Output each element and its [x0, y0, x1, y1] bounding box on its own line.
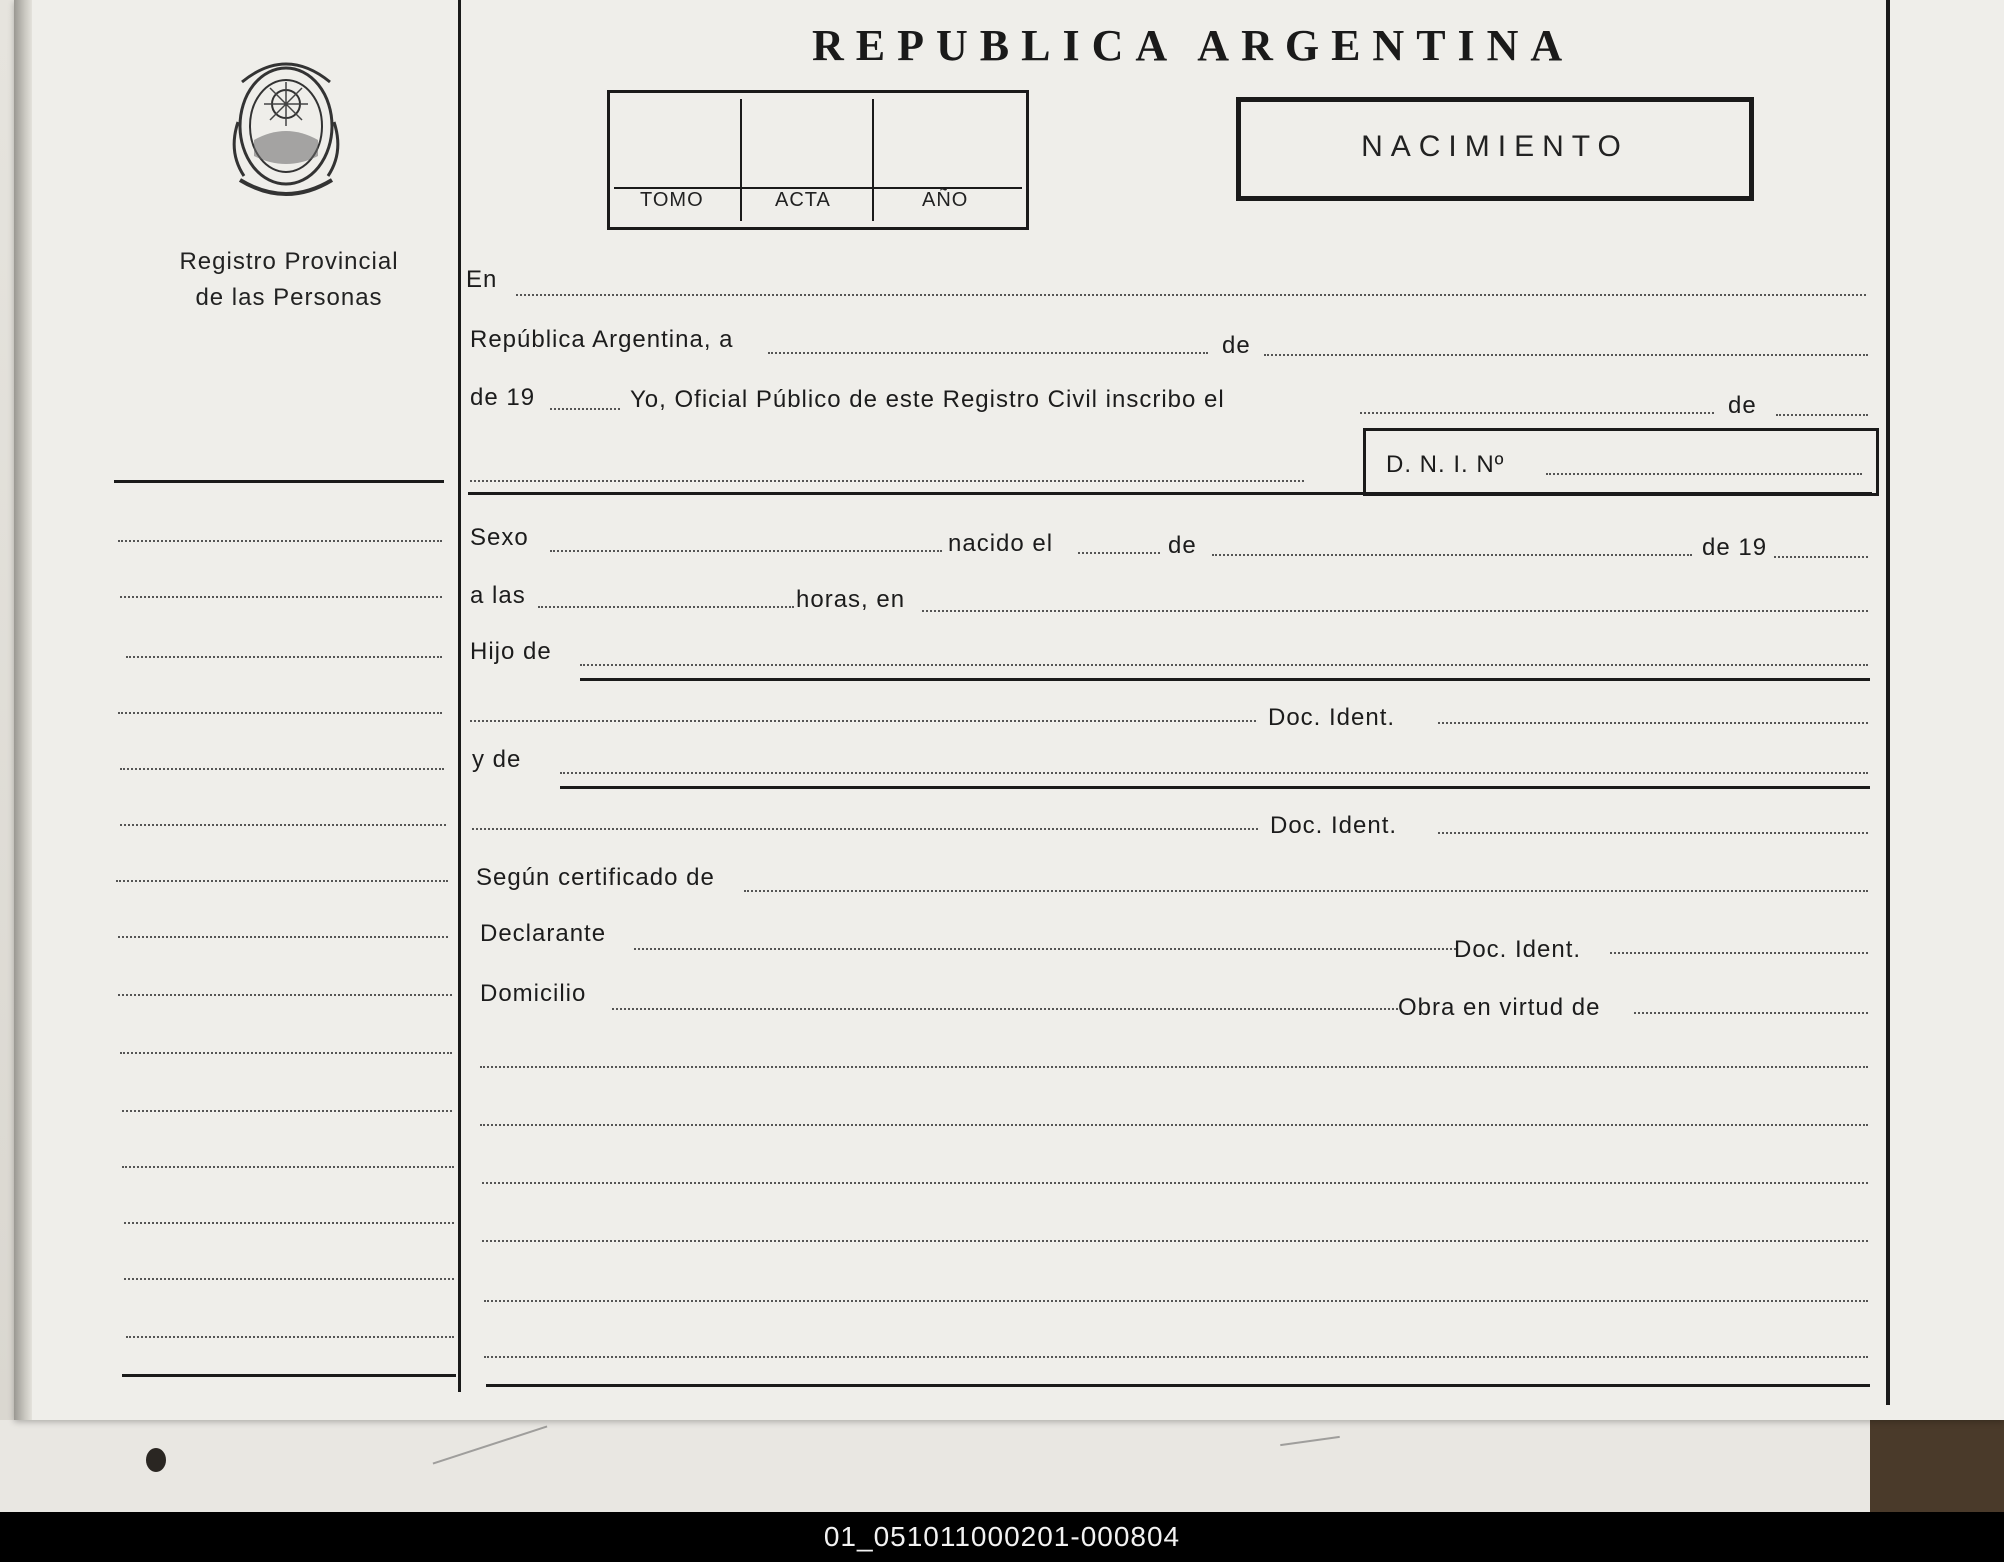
name-line[interactable]: [470, 480, 1304, 482]
remark-line[interactable]: [480, 1124, 1868, 1126]
country-title: REPUBLICA ARGENTINA: [812, 21, 1575, 70]
father-doc-line[interactable]: [1438, 722, 1868, 724]
inscribe-day-line[interactable]: [1360, 412, 1714, 414]
sexo-line[interactable]: [550, 550, 942, 552]
section-rule: [468, 492, 1872, 495]
margin-line[interactable]: [124, 1222, 454, 1224]
background-surface: [0, 1420, 2004, 1512]
mother-name-line[interactable]: [472, 828, 1258, 830]
column-divider: [458, 0, 461, 1392]
birth-day-line[interactable]: [1078, 552, 1160, 554]
certificate-line[interactable]: [744, 890, 1868, 892]
registry-line-1: Registro Provincial: [179, 248, 399, 275]
margin-line[interactable]: [120, 1052, 452, 1054]
mother-rule: [560, 786, 1870, 789]
doc-ident-label-2: Doc. Ident.: [1270, 812, 1398, 839]
image-id-caption: 01_051011000201-000804: [0, 1512, 2004, 1562]
declarant-line[interactable]: [634, 948, 1456, 950]
obra-label: Obra en virtud de: [1398, 994, 1601, 1021]
left-bottom-rule: [122, 1374, 456, 1377]
margin-line[interactable]: [122, 1166, 454, 1168]
sexo-label: Sexo: [470, 524, 529, 551]
a-las-label: a las: [470, 582, 526, 609]
dni-box: [1363, 428, 1879, 496]
margin-line[interactable]: [118, 540, 442, 542]
doc-ident-label-3: Doc. Ident.: [1454, 936, 1582, 963]
nacido-label: nacido el: [948, 530, 1054, 557]
de-label-2: de: [1728, 392, 1757, 419]
birth-year-line[interactable]: [1774, 556, 1868, 558]
y-de-label: y de: [472, 746, 522, 773]
year-line[interactable]: [550, 408, 620, 410]
bottom-rule: [486, 1384, 1870, 1387]
registry-line-2: de las Personas: [195, 284, 383, 311]
tomo-label: TOMO: [640, 189, 704, 211]
horas-en-label: horas, en: [796, 586, 906, 613]
act-type-label: NACIMIENTO: [1361, 130, 1629, 163]
birth-place-line[interactable]: [922, 610, 1868, 612]
margin-line[interactable]: [118, 712, 442, 714]
remark-line[interactable]: [484, 1356, 1868, 1358]
margin-line[interactable]: [124, 1278, 454, 1280]
segun-label: Según certificado de: [476, 864, 715, 891]
de-label-1: de: [1222, 332, 1251, 359]
form-sheet: [14, 0, 2004, 1420]
declarant-doc-line[interactable]: [1610, 952, 1868, 954]
act-type-box: [1236, 97, 1754, 201]
doc-ident-label-1: Doc. Ident.: [1268, 704, 1396, 731]
register-box: [607, 90, 1029, 230]
birth-month-line[interactable]: [1212, 554, 1692, 556]
mother-doc-line[interactable]: [1438, 832, 1868, 834]
margin-line[interactable]: [126, 1336, 454, 1338]
provincial-seal-icon: [220, 52, 352, 204]
dni-label: D. N. I. Nº: [1386, 451, 1505, 478]
hour-line[interactable]: [538, 606, 794, 608]
en-label: En: [466, 266, 498, 293]
father-line[interactable]: [580, 664, 1868, 666]
place-line[interactable]: [516, 294, 1866, 296]
margin-line[interactable]: [120, 824, 446, 826]
de19-label-b: de 19: [1702, 534, 1768, 561]
father-rule: [580, 678, 1870, 681]
margin-line[interactable]: [120, 768, 444, 770]
margin-line[interactable]: [118, 936, 448, 938]
father-name-line[interactable]: [470, 720, 1256, 722]
page-edge: [14, 0, 32, 1420]
address-line[interactable]: [612, 1008, 1398, 1010]
margin-line[interactable]: [120, 596, 442, 598]
margin-line[interactable]: [122, 1110, 452, 1112]
remark-line[interactable]: [480, 1066, 1868, 1068]
margin-line[interactable]: [126, 656, 442, 658]
acta-label: ACTA: [775, 189, 831, 211]
remark-line[interactable]: [484, 1300, 1868, 1302]
background-shadow: [1870, 1412, 2004, 1512]
dni-line[interactable]: [1546, 473, 1862, 475]
registry-title: [144, 244, 434, 316]
right-border: [1886, 0, 1890, 1405]
authority-line[interactable]: [1634, 1012, 1868, 1014]
left-separator: [114, 480, 444, 483]
month-line[interactable]: [1264, 354, 1868, 356]
remark-line[interactable]: [482, 1240, 1868, 1242]
domicilio-label: Domicilio: [480, 980, 587, 1007]
oficial-label: Yo, Oficial Público de este Registro Civil inscribo el: [630, 386, 1225, 413]
margin-line[interactable]: [118, 994, 452, 996]
hijo-de-label: Hijo de: [470, 638, 552, 665]
ano-label: AÑO: [922, 189, 969, 211]
de19-label: de 19: [470, 384, 536, 411]
republica-label: República Argentina, a: [470, 326, 734, 353]
remark-line[interactable]: [482, 1182, 1868, 1184]
margin-line[interactable]: [116, 880, 448, 882]
day-line[interactable]: [768, 352, 1208, 354]
mother-line[interactable]: [560, 772, 1868, 774]
inscribe-month-line[interactable]: [1776, 414, 1868, 416]
de-label-3: de: [1168, 532, 1197, 559]
hole-mark: [146, 1448, 166, 1472]
declarante-label: Declarante: [480, 920, 607, 947]
